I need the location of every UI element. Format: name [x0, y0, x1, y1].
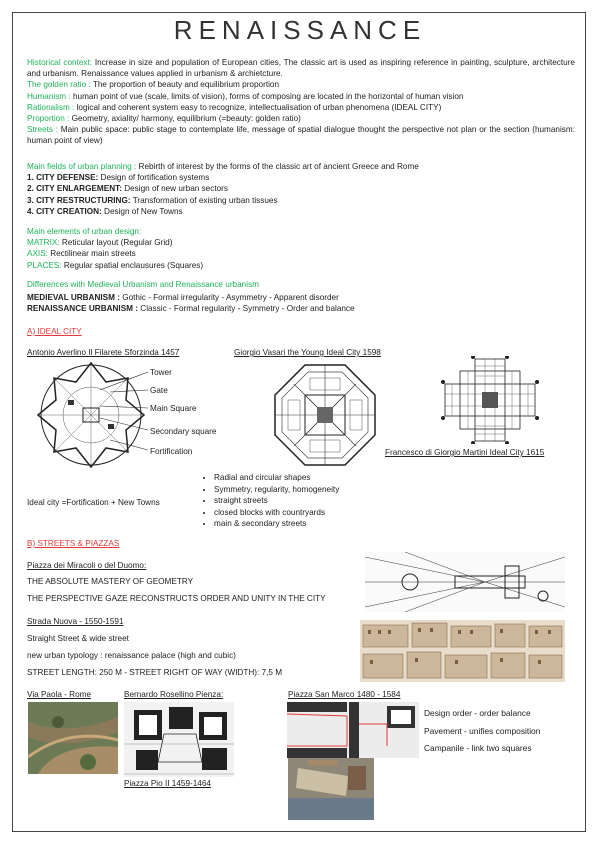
intro-proportion: Proportion : Geometry, axiality/ harmony, equilibrium (=beauty: golden ratio): [27, 114, 301, 124]
intro-streets: Streets : Main public space: public stage to contemplate life, message of spatial dialogue thought the perspective not plan or the section (humanism: human point of view): [27, 125, 575, 146]
ideal-bullets: [200, 472, 339, 530]
caption-martini: Francesco di Giorgio Martini Ideal City 1615: [385, 448, 545, 457]
field-item: 2. CITY ENLARGEMENT: Design of new urban sectors: [27, 184, 228, 194]
fields-heading: Main fields of urban planning : Rebirth of interest by the forms of the classic art of ancient Greece and Rome: [27, 162, 419, 171]
label-gate: Gate: [150, 386, 168, 395]
san-marco-notes: [424, 705, 540, 758]
vasari-plan: [270, 360, 380, 470]
renaissance-line: RENAISSANCE URBANISM : Classic - Formal regularity - Symmetry - Order and balance: [27, 304, 355, 314]
element-item: PLACES: Regular spatial enclausures (Squares): [27, 260, 204, 270]
element-item: AXIS: Rectilinear main streets: [27, 249, 136, 259]
san-marco-aerial-photo: [288, 758, 374, 820]
nuova-line1: Straight Street & wide street: [27, 634, 129, 643]
bullet-item: • Radial and circular shapes: [214, 472, 339, 484]
differences-block: [27, 279, 575, 315]
pienza-plan: [124, 702, 234, 777]
sm-note: Campanile - link two squares: [424, 743, 532, 753]
caption-via-paola: Via Paola - Rome: [27, 690, 92, 699]
field-item: 4. CITY CREATION: Design of New Towns: [27, 206, 183, 216]
sm-note: Pavement - unifies composition: [424, 725, 541, 736]
strada-nuova-elevations: [360, 620, 565, 682]
elements-heading: Main elements of urban design:: [27, 227, 142, 236]
caption-san-marco: Piazza San Marco 1480 - 1584: [288, 690, 401, 699]
caption-filarete: Antonio Averlino Il Filarete Sforzinda 1457: [27, 348, 180, 357]
section-a-heading: A) IDEAL CITY: [27, 327, 82, 336]
element-item: MATRIX: Reticular layout (Regular Grid): [27, 238, 173, 248]
label-tower: Tower: [150, 368, 172, 377]
san-marco-plan: [287, 702, 419, 758]
martini-plan: [440, 356, 540, 444]
intro-block: [27, 57, 575, 147]
label-fortification: Fortification: [150, 447, 193, 456]
caption-strada-nuova: Strada Nuova - 1550-1591: [27, 617, 124, 626]
nuova-line3: STREET LENGTH: 250 M - STREET RIGHT OF WAY (WIDTH): 7,5 M: [27, 668, 283, 677]
differences-heading: Differences with Medieval Urbanism and Renaissance urbanism: [27, 280, 259, 289]
intro-golden-ratio: The golden ratio : The proportion of beauty and equilibrium proportion: [27, 80, 280, 90]
section-b-heading: B) STREETS & PIAZZAS: [27, 539, 120, 548]
miracoli-perspective-plan: [365, 552, 565, 612]
label-main-square: Main Square: [150, 404, 197, 413]
caption-piazza-pio: Piazza Pio II 1459-1464: [124, 779, 211, 788]
caption-vasari: Giorgio Vasari the Young Ideal City 1598: [234, 348, 381, 357]
via-paola-aerial-photo: [28, 702, 118, 774]
intro-humanism: Humanism : human point of vue (scale, limits of vision), forms of composing are located in the horizontal of human vision: [27, 91, 464, 101]
bullet-item: • main & secondary streets: [214, 518, 339, 530]
page-title: RENAISSANCE: [173, 15, 427, 45]
intro-historical: Historical context: Increase in size and population of European cities, The classic art is used as inspiring reference in painting, sculpture, architecture and urbanism. Renaissance values applied in urbanism & archietcture.: [27, 58, 575, 79]
caption-pienza: Bernardo Rosellino Pienza:: [124, 690, 224, 699]
ideal-formula: Ideal city =Fortification + New Towns: [27, 498, 160, 507]
field-item: 1. CITY DEFENSE: Design of fortification systems: [27, 173, 210, 183]
bullet-item: • Symmetry, regularity, homogeneity: [214, 484, 339, 496]
fields-block: [27, 161, 575, 217]
miracoli-line1: THE ABSOLUTE MASTERY OF GEOMETRY: [27, 577, 194, 586]
sm-note: Design order - order balance: [424, 708, 531, 718]
bullet-item: • straight streets: [214, 495, 339, 507]
label-secondary-square: Secondary square: [150, 427, 217, 436]
bullet-item: • closed blocks with countryards: [214, 507, 339, 519]
elements-block: [27, 226, 575, 271]
miracoli-line2: THE PERSPECTIVE GAZE RECONSTRUCTS ORDER AND UNITY IN THE CITY: [27, 594, 326, 603]
field-item: 3. CITY RESTRUCTURING: Transformation of existing urban tissues: [27, 195, 278, 205]
caption-miracoli: Piazza dei Miracoli o del Duomo:: [27, 561, 147, 570]
nuova-line2: new urban typology : renaissance palace (high and cubic): [27, 651, 236, 660]
medieval-line: MEDIEVAL URBANISM : Gothic - Formal irregularity - Asymmetry - Apparent disorder: [27, 293, 339, 303]
intro-rationalism: Rationalism : logical and coherent system easy to recognize, intellectualisation of urban phenomena (IDEAL CITY): [27, 102, 442, 112]
